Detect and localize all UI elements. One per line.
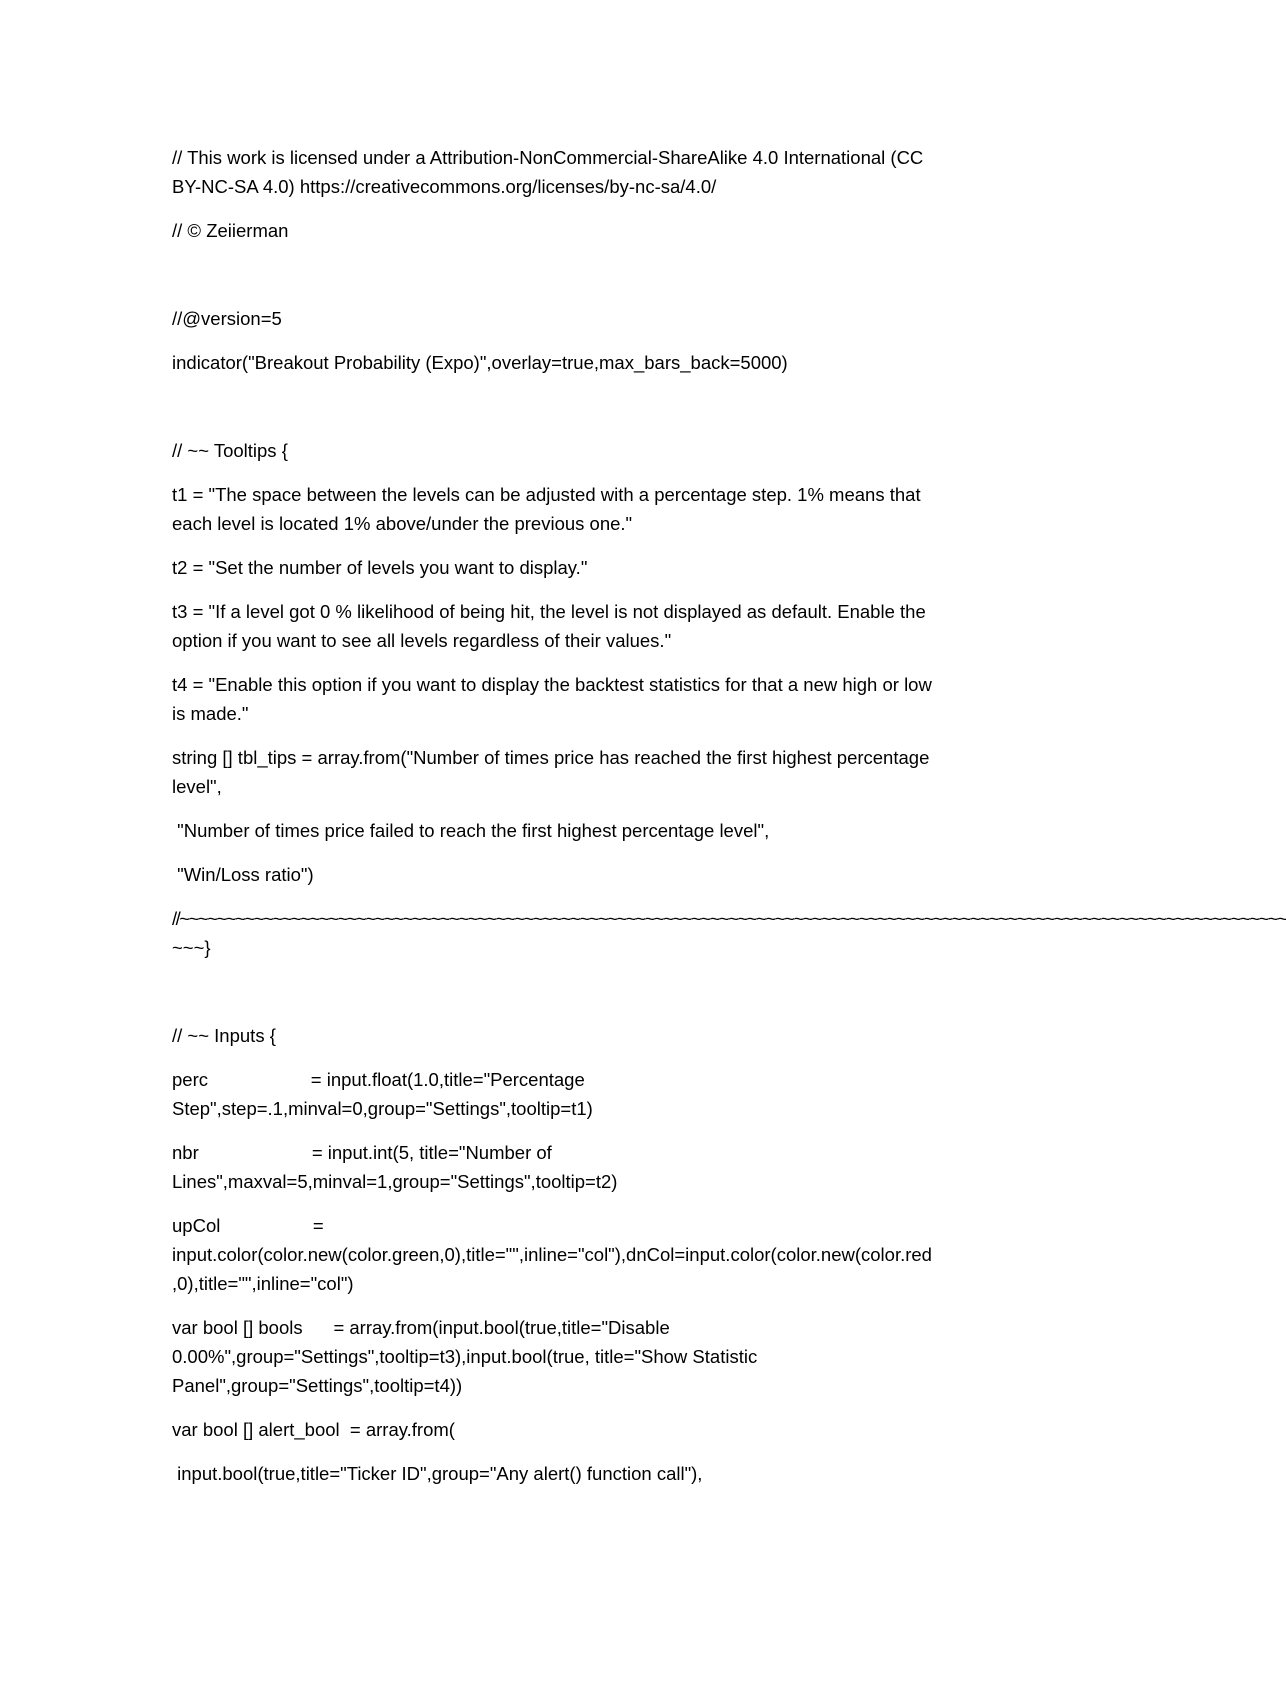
code-line: Step",step=.1,minval=0,group="Settings",tooltip=t1) <box>172 1098 593 1119</box>
code-paragraph <box>172 1211 1040 1298</box>
code-line: nbr = input.int(5, title="Number of <box>172 1142 552 1163</box>
code-paragraph <box>172 143 1040 201</box>
code-paragraph <box>172 670 1040 728</box>
code-line: input.bool(true,title="Ticker ID",group="Any alert() function call"), <box>172 1463 703 1484</box>
code-line: level", <box>172 776 222 797</box>
code-line: var bool [] bools = array.from(input.bool(true,title="Disable <box>172 1317 670 1338</box>
code-line: perc = input.float(1.0,title="Percentage <box>172 1069 585 1090</box>
code-line: upCol = <box>172 1215 324 1236</box>
code-line: // This work is licensed under a Attribution-NonCommercial-ShareAlike 4.0 International (CC <box>172 147 924 168</box>
code-line: "Win/Loss ratio") <box>172 864 314 885</box>
code-line: t3 = "If a level got 0 % likelihood of being hit, the level is not displayed as default. Enable the <box>172 601 926 622</box>
code-paragraph <box>172 816 1040 845</box>
code-line: ~~~} <box>172 937 211 958</box>
code-paragraph <box>172 480 1040 538</box>
code-line: option if you want to see all levels regardless of their values." <box>172 630 672 651</box>
code-line: //@version=5 <box>172 308 282 329</box>
code-line: is made." <box>172 703 249 724</box>
code-line: ,0),title="",inline="col") <box>172 1273 354 1294</box>
code-line: t4 = "Enable this option if you want to display the backtest statistics for that a new high or low <box>172 674 932 695</box>
code-paragraph <box>172 1459 1040 1488</box>
code-line: // ~~ Tooltips { <box>172 440 288 461</box>
code-line: // ~~ Inputs { <box>172 1025 276 1046</box>
code-line: var bool [] alert_bool = array.from( <box>172 1419 455 1440</box>
code-paragraph <box>172 348 1040 377</box>
blank-spacer <box>172 260 1040 304</box>
code-line: indicator("Breakout Probability (Expo)",overlay=true,max_bars_back=5000) <box>172 352 788 373</box>
code-paragraph <box>172 743 1040 801</box>
code-paragraph <box>172 304 1040 333</box>
code-paragraph <box>172 597 1040 655</box>
code-line: Panel",group="Settings",tooltip=t4)) <box>172 1375 463 1396</box>
blank-spacer <box>172 977 1040 1021</box>
separator-comment <box>172 904 1286 962</box>
code-line: input.color(color.new(color.green,0),title="",inline="col"),dnCol=input.color(color.new(color.red <box>172 1244 932 1265</box>
code-paragraph <box>172 1021 1040 1050</box>
code-line: BY-NC-SA 4.0) https://creativecommons.org/licenses/by-nc-sa/4.0/ <box>172 176 717 197</box>
code-line: t2 = "Set the number of levels you want to display." <box>172 557 588 578</box>
document-body <box>172 143 1286 1503</box>
code-paragraph <box>172 1415 1040 1444</box>
code-paragraph <box>172 1065 1040 1123</box>
code-paragraph <box>172 1138 1040 1196</box>
code-line: "Number of times price failed to reach the first highest percentage level", <box>172 820 770 841</box>
code-line: 0.00%",group="Settings",tooltip=t3),input.bool(true, title="Show Statistic <box>172 1346 758 1367</box>
code-paragraph <box>172 553 1040 582</box>
code-line: //~~~~~~~~~~~~~~~~~~~~~~~~~~~~~~~~~~~~~~~~~~~~~~~~~~~~~~~~~~~~~~~~~~~~~~~~~~~~~~~~~~~~~~~~~~~~~~~~~~~~~~~~~~~~~~~~~~~~~~~ <box>172 908 1286 929</box>
code-paragraph <box>172 436 1040 465</box>
blank-spacer <box>172 392 1040 436</box>
code-paragraph <box>172 860 1040 889</box>
code-line: Lines",maxval=5,minval=1,group="Settings",tooltip=t2) <box>172 1171 618 1192</box>
code-line: t1 = "The space between the levels can be adjusted with a percentage step. 1% means that <box>172 484 921 505</box>
code-line: string [] tbl_tips = array.from("Number of times price has reached the first highest percentage <box>172 747 930 768</box>
code-line: // © Zeiierman <box>172 220 289 241</box>
code-paragraph <box>172 1313 1040 1400</box>
code-paragraph <box>172 216 1040 245</box>
code-line: each level is located 1% above/under the previous one." <box>172 513 633 534</box>
